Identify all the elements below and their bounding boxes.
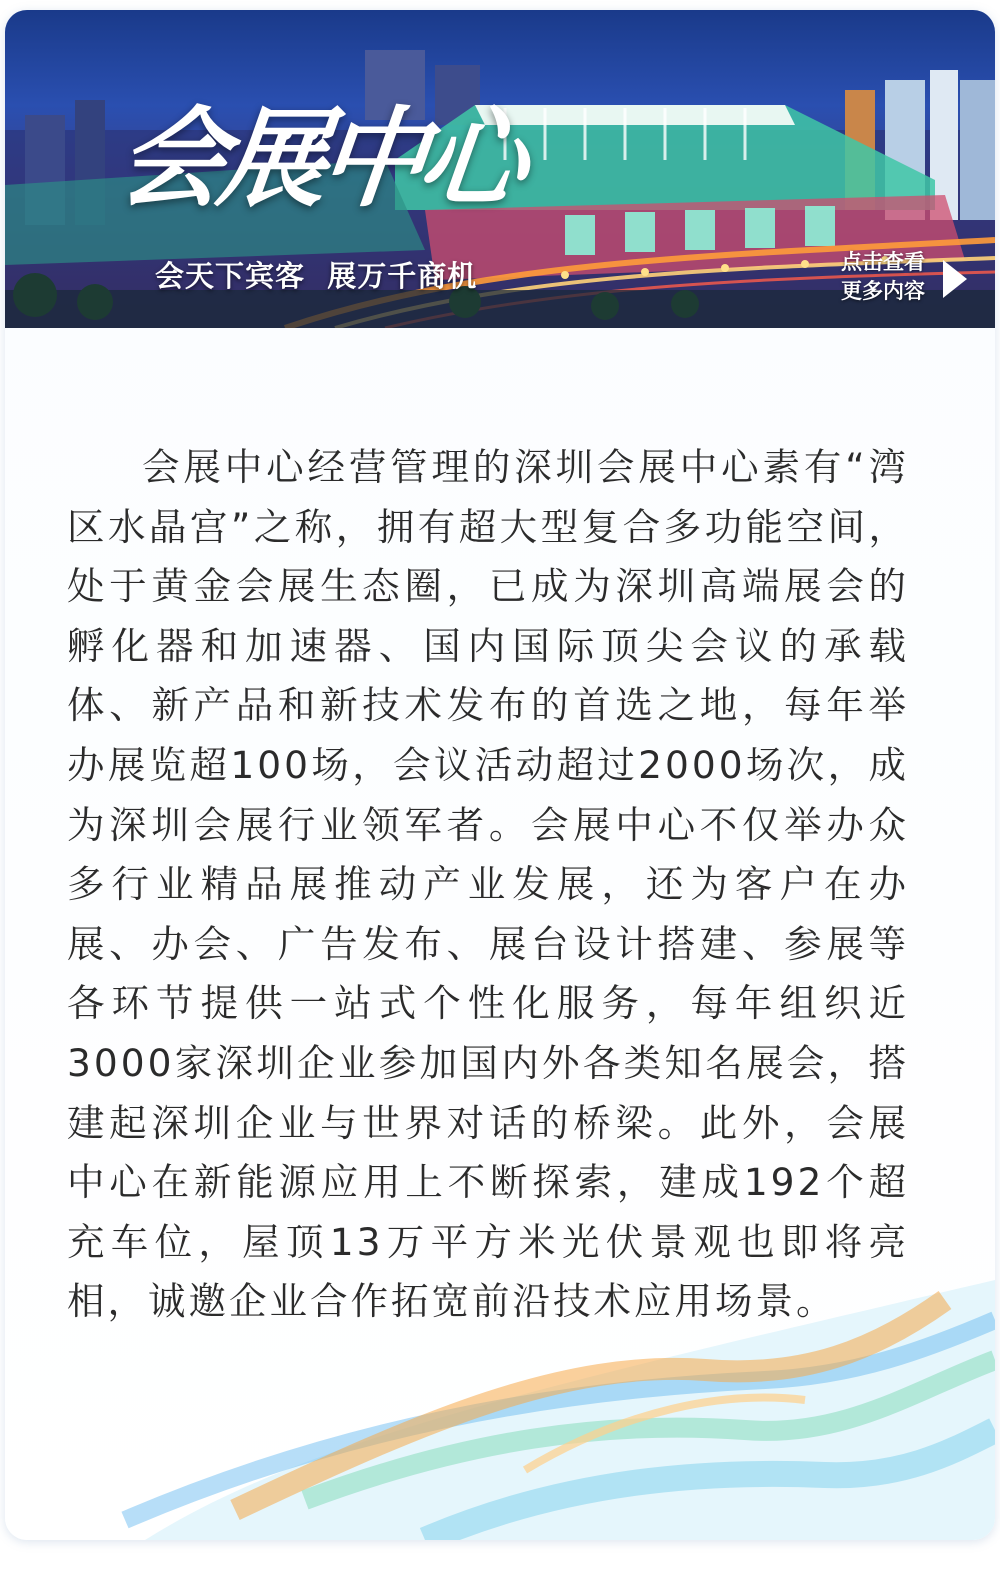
view-more-label [841, 248, 937, 306]
play-triangle-icon [943, 260, 967, 298]
view-more-line-2: 更多内容 [841, 279, 925, 303]
info-card [5, 10, 995, 1540]
article-paragraph: 会展中心经营管理的深圳会展中心素有“湾区水晶宫”之称，拥有超大型复合多功能空间，处于黄金会展生态圈，已成为深圳高端展会的孵化器和加速器、国内国际顶尖会议的承载体、新产品和新技术发布的首选之地，每年举办展览超100场，会议活动超过2000场次，成为深圳会展行业领军者。会展中心不仅举办众多行业精品展推动产业发展，还为客户在办展、办会、广告发布、展台设计搭建、参展等各环节提供一站式个性化服务，每年组织近3000家深圳企业参加国内外各类知名展会，搭建起深圳企业与世界对话的桥梁。此外，会展中心在新能源应用上不断探索，建成192个超充车位，屋顶13万平方米光伏景观也即将亮相，诚邀企业合作拓宽前沿技术应用场景。 [67, 445, 909, 1324]
view-more-line-1: 点击查看 [841, 250, 925, 274]
banner-title: 会展中心 [112, 96, 526, 222]
view-more-button[interactable] [841, 248, 971, 310]
banner-slogan: 会天下宾客 展万千商机 [155, 259, 478, 293]
banner[interactable] [5, 10, 995, 328]
